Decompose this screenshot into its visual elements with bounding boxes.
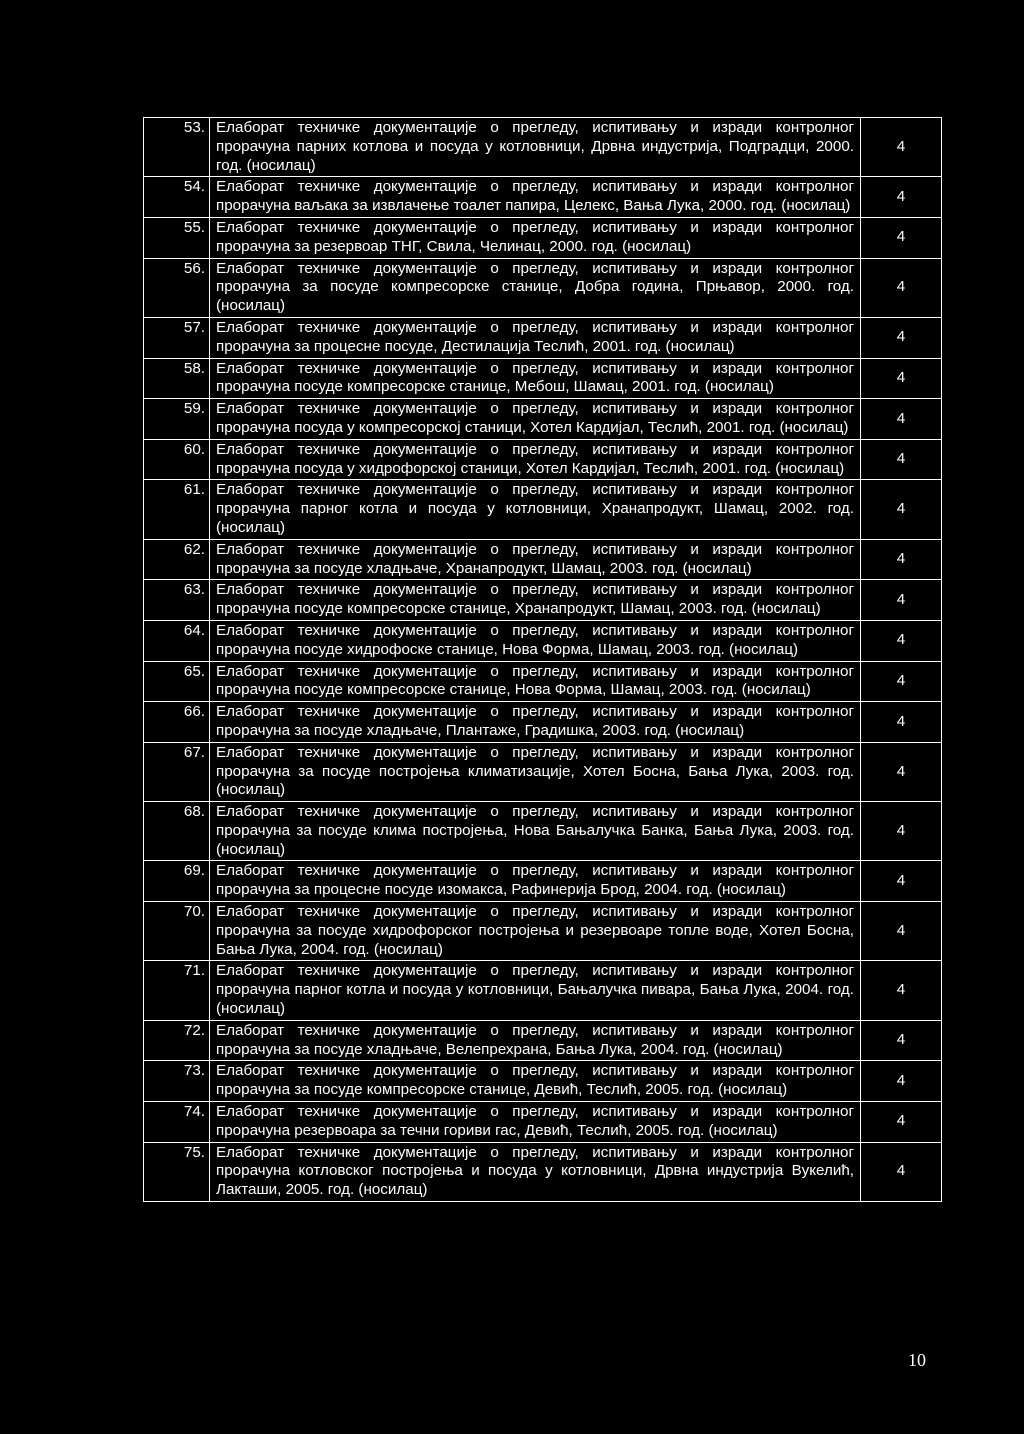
entry-points: 4 [861,861,942,902]
table-row [144,399,942,440]
table-row [144,961,942,1020]
entry-description: Елаборат техничке документације о прегледу, испитивању и изради контролног прорачуна за посуде компресорске станице, Добра година, Прњавор, 2000. год. (носилац) [210,258,861,317]
entry-points: 4 [861,258,942,317]
entry-description: Елаборат техничке документације о прегледу, испитивању и изради контролног прорачуна посуде компресорске станице, Мебош, Шамац, 2001. год. (носилац) [210,358,861,399]
entry-description: Елаборат техничке документације о прегледу, испитивању и изради контролног прорачуна за посуде клима постројења, Нова Бањалучка Банка, Бања Лука, 2003. год. (носилац) [210,802,861,861]
entry-points: 4 [861,399,942,440]
table-row [144,1020,942,1061]
entry-description: Елаборат техничке документације о прегледу, испитивању и изради контролног прорачуна за процесне посуде изомакса, Рафинерија Брод, 2004. год. (носилац) [210,861,861,902]
entry-points: 4 [861,118,942,177]
entry-number: 60. [144,439,210,480]
table-row [144,539,942,580]
table-row [144,661,942,702]
entry-description: Елаборат техничке документације о прегледу, испитивању и изради контролног прорачуна за посуде хладњаче, Велепрехрана, Бања Лука, 2004. год. (носилац) [210,1020,861,1061]
table-row [144,742,942,801]
entry-description: Елаборат техничке документације о прегледу, испитивању и изради контролног прорачуна за посуде хладњаче, Плантаже, Градишка, 2003. год. (носилац) [210,702,861,743]
entry-number: 63. [144,580,210,621]
entry-number: 72. [144,1020,210,1061]
entry-points: 4 [861,620,942,661]
table-row [144,802,942,861]
entry-number: 70. [144,902,210,961]
entry-description: Елаборат техничке документације о прегледу, испитивању и изради контролног прорачуна за посуде хидрофорског постројења и резервоаре топле воде, Хотел Босна, Бања Лука, 2004. год. (носилац) [210,902,861,961]
table-row [144,317,942,358]
entry-number: 74. [144,1102,210,1143]
entry-number: 61. [144,480,210,539]
entry-number: 59. [144,399,210,440]
table-row [144,217,942,258]
entry-number: 62. [144,539,210,580]
entry-description: Елаборат техничке документације о прегледу, испитивању и изради контролног прорачуна ваљака за извлачење тоалет папира, Целекс, Вања Лука, 2000. год. (носилац) [210,177,861,218]
entry-points: 4 [861,317,942,358]
table-row [144,861,942,902]
entry-points: 4 [861,580,942,621]
entry-points: 4 [861,358,942,399]
entry-points: 4 [861,480,942,539]
entry-number: 65. [144,661,210,702]
table-row [144,118,942,177]
entry-description: Елаборат техничке документације о прегледу, испитивању и изради контролног прорачуна посуде хидрофоске станице, Нова Форма, Шамац, 2003. год. (носилац) [210,620,861,661]
entry-description: Елаборат техничке документације о прегледу, испитивању и изради контролног прорачуна котловског постројења и посуда у котловници, Дрвна индустрија Вукелић, Лакташи, 2005. год. (носилац) [210,1142,861,1201]
entry-description: Елаборат техничке документације о прегледу, испитивању и изради контролног прорачуна за резервоар ТНГ, Свила, Челинац, 2000. год. (носилац) [210,217,861,258]
entry-points: 4 [861,439,942,480]
entry-number: 75. [144,1142,210,1201]
entry-number: 66. [144,702,210,743]
table-row [144,580,942,621]
entry-description: Елаборат техничке документације о прегледу, испитивању и изради контролног прорачуна посуда у компресорској станици, Хотел Кардијал, Теслић, 2001. год. (носилац) [210,399,861,440]
entry-number: 69. [144,861,210,902]
entry-number: 64. [144,620,210,661]
entry-points: 4 [861,702,942,743]
entry-number: 67. [144,742,210,801]
entry-description: Елаборат техничке документације о прегледу, испитивању и изради контролног прорачуна парног котла и посуда у котловници, Бањалучка пивара, Бања Лука, 2004. год. (носилац) [210,961,861,1020]
table-row [144,439,942,480]
entry-points: 4 [861,1061,942,1102]
publications-table [143,117,942,1202]
entry-points: 4 [861,802,942,861]
entry-points: 4 [861,217,942,258]
entry-description: Елаборат техничке документације о прегледу, испитивању и изради контролног прорачуна резервоара за течни гориви гас, Девић, Теслић, 2005. год. (носилац) [210,1102,861,1143]
entry-description: Елаборат техничке документације о прегледу, испитивању и изради контролног прорачуна за посуде компресорске станице, Девић, Теслић, 2005. год. (носилац) [210,1061,861,1102]
table-row [144,620,942,661]
entry-points: 4 [861,1102,942,1143]
table-row [144,702,942,743]
table-row [144,177,942,218]
table-row [144,1142,942,1201]
entry-description: Елаборат техничке документације о прегледу, испитивању и изради контролног прорачуна за посуде хладњаче, Хранапродукт, Шамац, 2003. год. (носилац) [210,539,861,580]
table-row [144,258,942,317]
entry-description: Елаборат техничке документације о прегледу, испитивању и изради контролног прорачуна посуде компресорске станице, Хранапродукт, Шамац, 2003. год. (носилац) [210,580,861,621]
entry-number: 56. [144,258,210,317]
entry-description: Елаборат техничке документације о прегледу, испитивању и изради контролног прорачуна парних котлова и посуда у котловници, Дрвна индустрија, Подградци, 2000. год. (носилац) [210,118,861,177]
table-row [144,358,942,399]
table-row [144,1061,942,1102]
entry-points: 4 [861,742,942,801]
entry-number: 73. [144,1061,210,1102]
publications-table-body [144,118,942,1202]
entry-points: 4 [861,961,942,1020]
page-number: 10 [908,1350,926,1370]
entry-points: 4 [861,1020,942,1061]
entry-points: 4 [861,661,942,702]
entry-description: Елаборат техничке документације о прегледу, испитивању и изради контролног прорачуна за процесне посуде, Дестилација Теслић, 2001. год. (носилац) [210,317,861,358]
entry-number: 58. [144,358,210,399]
entry-points: 4 [861,539,942,580]
entry-number: 55. [144,217,210,258]
entry-description: Елаборат техничке документације о прегледу, испитивању и изради контролног прорачуна парног котла и посуда у котловници, Хранапродукт, Шамац, 2002. год. (носилац) [210,480,861,539]
entry-description: Елаборат техничке документације о прегледу, испитивању и изради контролног прорачуна за посуде постројења климатизације, Хотел Босна, Бања Лука, 2003. год. (носилац) [210,742,861,801]
entry-number: 53. [144,118,210,177]
table-row [144,1102,942,1143]
entry-description: Елаборат техничке документације о прегледу, испитивању и изради контролног прорачуна посуда у хидрофорској станици, Хотел Кардијал, Теслић, 2001. год. (носилац) [210,439,861,480]
entry-points: 4 [861,1142,942,1201]
entry-description: Елаборат техничке документације о прегледу, испитивању и изради контролног прорачуна посуде компресорске станице, Нова Форма, Шамац, 2003. год. (носилац) [210,661,861,702]
entry-number: 71. [144,961,210,1020]
entry-number: 68. [144,802,210,861]
entry-points: 4 [861,177,942,218]
table-row [144,902,942,961]
table-row [144,480,942,539]
entry-points: 4 [861,902,942,961]
entry-number: 57. [144,317,210,358]
entry-number: 54. [144,177,210,218]
